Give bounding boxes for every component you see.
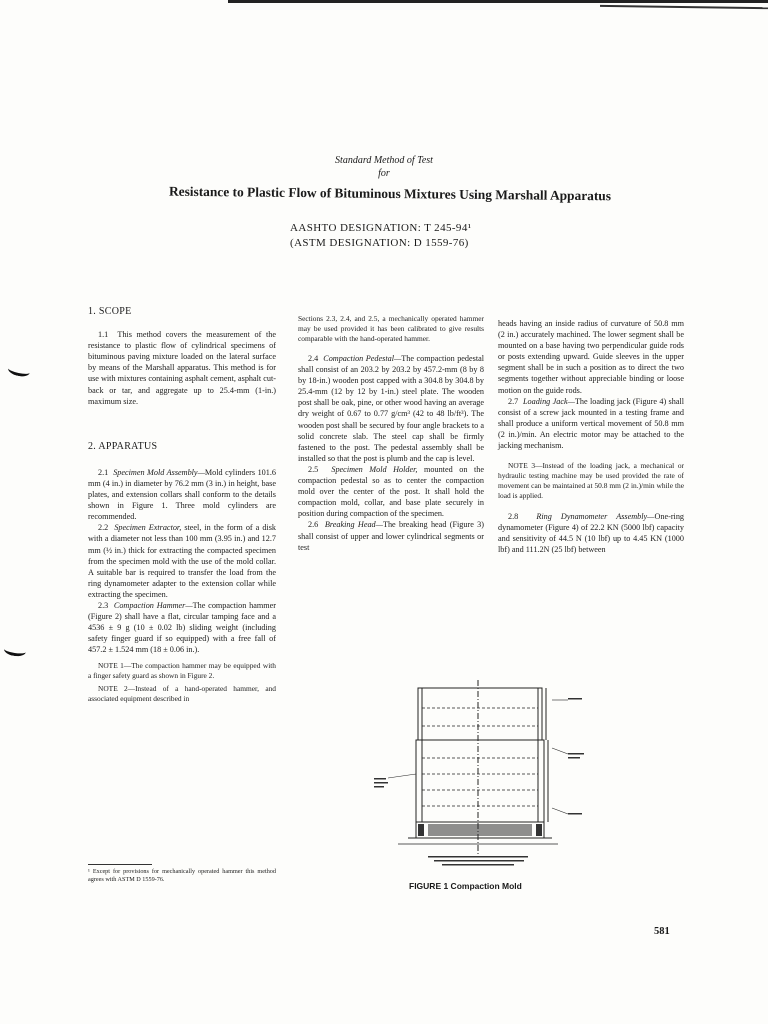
section-2-6-text: The breaking head (Figure 3) shall consist of upper and lower cylindrical segments or test [298,520,484,552]
footnote: ¹ Except for provisions for mechanically operated hammer this method agrees with ASTM D 1559-76. [88,868,276,883]
section-2-3-title: Compaction Hammer— [113,600,193,610]
note-2: NOTE 2—Instead of a hand-operated hammer, and associated equipment described in [88,684,276,704]
section-2-8 [498,511,684,555]
section-2-7-title: Loading Jack— [522,396,575,406]
section-2-3-number: 2.3 [98,600,109,610]
top-scan-rule-2 [600,5,768,9]
compaction-mold-figure [368,678,596,878]
column-1 [88,306,276,704]
section-2-8-text: One-ring dynamometer (Figure 4) of 22.2 KN (5000 lbf) capacity and sensitivity of 44.5 N (10 lbf) up to 4.45 KN (1000 lbf) and 111.2N (25 lbf) between [498,512,685,555]
document-title: Resistance to Plastic Flow of Bituminous Mixtures Using Marshall Apparatus [168,183,612,204]
section-2-4-number: 2.4 [308,354,319,363]
section-2-7-text: The loading jack (Figure 4) shall consist of a screw jack mounted in a testing frame and shall produce a uniform vertical movement of 50.8 mm (2 in.)/min. An electric motor may be attached to the jacking mechanism. [498,396,684,451]
section-2-1-title: Specimen Mold Assembly— [113,467,205,477]
section-2-8-title: Ring Dynamometer Assembly— [536,512,655,522]
section-1-1-text: This method covers the measurement of the resistance to plastic flow of cylindrical specimens of bituminous paving mixture loaded on the lateral surface by means of the Marshall apparatus. This method is for use with mixtures containing asphalt cement, asphalt cut-back or tar, and aggregate up to 25.4-mm (1-in.) maximum size. [88,330,276,406]
standard-line: Standard Method of Test [335,155,433,166]
section-2-7 [498,396,684,451]
margin-mark-1 [7,363,31,378]
page-number: 581 [654,926,670,937]
section-2-6-number: 2.6 [308,520,319,530]
apparatus-heading: 2. APPARATUS [88,440,158,452]
section-2-2-title: Specimen Extractor, [114,523,182,533]
section-2-2-number: 2.2 [98,523,109,533]
section-2-6 [298,519,484,552]
astm-designation: (ASTM DESIGNATION: D 1559-76) [290,237,469,249]
section-2-4-text: The compaction pedestal shall consist of an 203.2 by 203.2 by 457.2-mm (8 by 8 by 18-in.) wooden post capped with a 304.8 by 304.8 by 25.4-mm (12 by 12 by 1-in.) steel plate. The wooden post shall be oak, pine, or other wood having an average dry weight of 0.67 to 0.77 g/cm³ (42 to 48 lb/ft³). The wooden post shall be secured by four angle brackets to a solid concrete slab. The steel cap shall be firmly fastened to the post. The pedestal assembly shall be installed so that the post is plumb and the cap is level. [298,354,485,463]
section-2-2-text: steel, in the form of a disk with a diameter not less than 100 mm (3.95 in.) and 12.7 mm (½ in.) thick for extracting the compacted specimen from the specimen mold with the use of the mold collar. A suitable bar is required to transfer the load from the ring dynamometer adapter to the extension collar while extracting the specimen. [88,523,277,599]
section-2-1 [88,467,276,522]
section-2-7-number: 2.7 [508,396,519,406]
section-2-5-title: Specimen Mold Holder, [331,464,418,474]
section-2-5 [298,464,484,519]
section-2-4 [298,353,484,464]
column-2-continuation: Sections 2.3, 2.4, and 2.5, a mechanically operated hammer may be used provided it has been calibrated to give results comparable with the hand-operated hammer. [298,314,484,343]
section-1-1-number: 1.1 [98,330,109,340]
section-2-3 [88,600,276,655]
note-3: NOTE 3—Instead of the loading jack, a mechanical or hydraulic testing machine may be used provided the rate of movement can be maintained at 50.8 mm (2 in.)/min while the load is applied. [498,461,684,501]
margin-mark-2 [3,644,26,658]
column-2 [298,314,484,553]
section-2-6-title: Breaking Head— [324,520,383,530]
section-2-2 [88,522,276,600]
note-1: NOTE 1—The compaction hammer may be equipped with a finger safety guard as shown in Figure 2. [88,661,276,681]
section-2-5-number: 2.5 [308,464,319,474]
section-1-1 [88,329,276,407]
figure-caption: FIGURE 1 Compaction Mold [409,881,522,891]
column-3 [498,318,684,556]
scope-heading: 1. SCOPE [88,306,132,317]
extension-collar [418,688,542,740]
section-2-1-number: 2.1 [98,467,109,477]
section-2-3-text: The compaction hammer (Figure 2) shall have a flat, circular tamping face and a 4536 ± 9 g (10 ± 0.02 lb) sliding weight (including safety finger guard if so equipped) with a free fall of 457.2 ± 1.524 mm (18 ± 0.06 in.). [88,600,277,655]
footnote-rule [88,864,152,865]
for-line: for [378,168,390,179]
section-2-8-number: 2.8 [508,512,519,522]
section-2-1-text: Mold cylinders 101.6 mm (4 in.) in diameter by 76.2 mm (3 in.) in height, base plates, and extension collars shall conform to the details shown in Figure 1. Three mold cylinders are recommended. [88,467,276,522]
top-scan-rule [228,0,768,3]
mold-cylinder [416,740,544,822]
column-3-continuation: heads having an inside radius of curvature of 50.8 mm (2 in.) accurately machined. The lower segment shall be mounted on a base having two perpendicular guide rods or posts extending upward. Guide sleeves in the upper segment shall be in such a position as to direct the two segments together without appreciable binding or loose motion on the guide rods. [498,319,684,395]
aashto-designation: AASHTO DESIGNATION: T 245-94¹ [290,222,472,234]
section-2-4-title: Compaction Pedestal— [323,354,402,363]
section-2-5-text: mounted on the compaction pedestal so as to center the compaction mold over the center of the post. It shall hold the compaction mold, collar, and base plate securely in position during compaction of the specimen. [298,464,484,519]
